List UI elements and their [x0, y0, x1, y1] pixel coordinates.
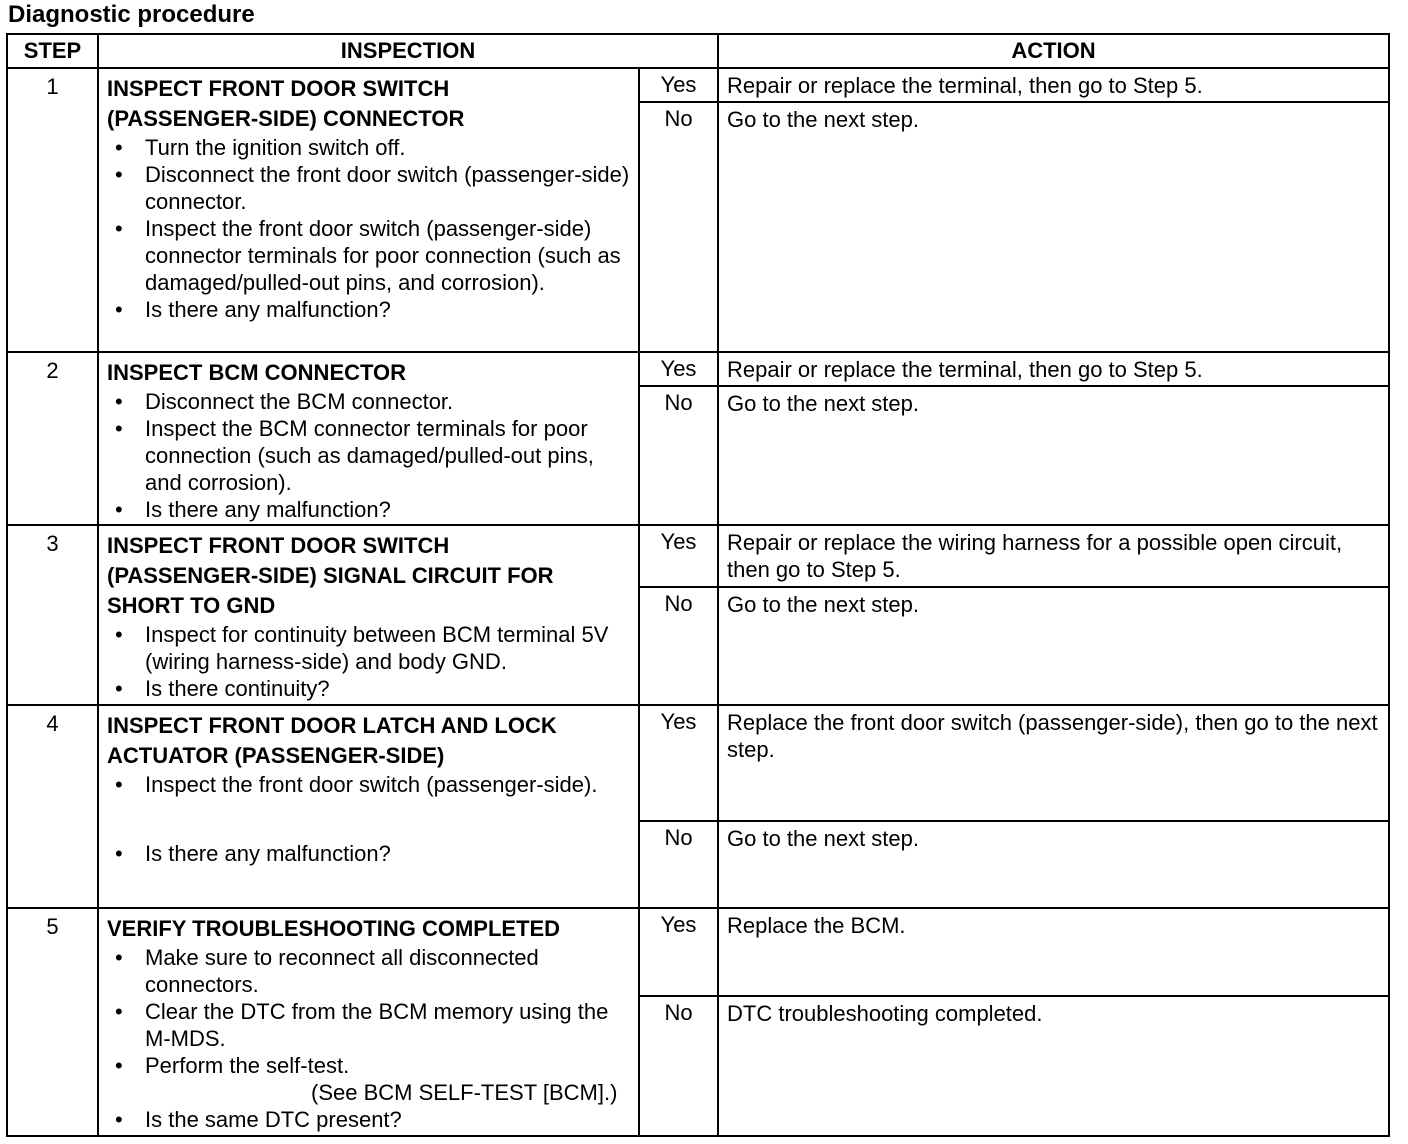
- list-item: • Perform the self-test. (See BCM SELF-TEST [BCM].): [145, 1052, 632, 1106]
- no-action: Go to the next step.: [718, 386, 1389, 525]
- list-item: • Is there any malfunction?: [145, 840, 632, 867]
- no-label: No: [639, 386, 718, 525]
- inspection-cell: [98, 525, 639, 705]
- step-number: 3: [7, 525, 98, 705]
- step-header: STEP: [7, 34, 98, 68]
- inspection-heading: INSPECT FRONT DOOR SWITCH (PASSENGER-SIDE) SIGNAL CIRCUIT FOR SHORT TO GND: [107, 533, 554, 618]
- step-number: 1: [7, 68, 98, 352]
- inspection-bullets: [107, 771, 632, 867]
- table-row: [7, 68, 1389, 102]
- list-item: • Is the same DTC present?: [145, 1106, 632, 1133]
- yes-action: Repair or replace the terminal, then go to Step 5.: [718, 352, 1389, 386]
- inspection-bullets: [107, 944, 632, 1133]
- no-action: Go to the next step.: [718, 821, 1389, 908]
- table-row: [7, 352, 1389, 386]
- page-title: Diagnostic procedure: [8, 1, 255, 28]
- table-row: [7, 908, 1389, 996]
- inspection-header: INSPECTION: [98, 34, 718, 68]
- no-action: Go to the next step.: [718, 587, 1389, 705]
- no-action: DTC troubleshooting completed.: [718, 996, 1389, 1136]
- yes-label: Yes: [639, 352, 718, 386]
- yes-label: Yes: [639, 68, 718, 102]
- table-row: [7, 705, 1389, 821]
- no-label: No: [639, 102, 718, 352]
- no-label: No: [639, 587, 718, 705]
- no-label: No: [639, 821, 718, 908]
- yes-action: Repair or replace the terminal, then go to Step 5.: [718, 68, 1389, 102]
- list-item: • Inspect the BCM connector terminals for poor connection (such as damaged/pulled-out pins, and corrosion).: [145, 415, 632, 496]
- header-row: [7, 34, 1389, 68]
- inspection-heading: INSPECT FRONT DOOR LATCH AND LOCK ACTUATOR (PASSENGER-SIDE): [107, 713, 557, 768]
- list-item: • Is there any malfunction?: [145, 496, 632, 523]
- yes-label: Yes: [639, 525, 718, 587]
- action-header: ACTION: [718, 34, 1389, 68]
- list-item: • Is there continuity?: [145, 675, 632, 702]
- list-item: • Disconnect the front door switch (passenger-side) connector.: [145, 161, 632, 215]
- inspection-cell: [98, 705, 639, 908]
- yes-label: Yes: [639, 908, 718, 996]
- inspection-heading: VERIFY TROUBLESHOOTING COMPLETED: [107, 916, 561, 941]
- inspection-cell: [98, 908, 639, 1136]
- list-item: • Clear the DTC from the BCM memory using the M-MDS.: [145, 998, 632, 1052]
- yes-action: Replace the BCM.: [718, 908, 1389, 996]
- see-reference: (See BCM SELF-TEST [BCM].): [311, 1080, 618, 1105]
- list-item: • Inspect for continuity between BCM terminal 5V (wiring harness-side) and body GND.: [145, 621, 632, 675]
- inspection-bullets: [107, 388, 632, 523]
- list-item: • Is there any malfunction?: [145, 296, 632, 323]
- list-item: • Disconnect the BCM connector.: [145, 388, 632, 415]
- step-number: 2: [7, 352, 98, 525]
- list-item: • Make sure to reconnect all disconnected connectors.: [145, 944, 632, 998]
- inspection-cell: [98, 352, 639, 525]
- list-item: • Inspect the front door switch (passenger-side).: [145, 771, 632, 798]
- list-item: • Inspect the front door switch (passenger-side) connector terminals for poor connection (such as damaged/pulled-out pins, and corrosion).: [145, 215, 632, 296]
- no-action: Go to the next step.: [718, 102, 1389, 352]
- yes-action: Replace the front door switch (passenger-side), then go to the next step.: [718, 705, 1389, 821]
- step-number: 4: [7, 705, 98, 908]
- list-item: • Turn the ignition switch off.: [145, 134, 632, 161]
- inspection-heading: INSPECT BCM CONNECTOR: [107, 360, 407, 385]
- inspection-cell: [98, 68, 639, 352]
- diagnostic-procedure-table: [6, 33, 1390, 1137]
- step-number: 5: [7, 908, 98, 1136]
- table-row: [7, 525, 1389, 587]
- inspection-bullets: [107, 621, 632, 702]
- yes-action: Repair or replace the wiring harness for a possible open circuit, then go to Step 5.: [718, 525, 1389, 587]
- inspection-heading: INSPECT FRONT DOOR SWITCH (PASSENGER-SIDE) CONNECTOR: [107, 76, 465, 131]
- yes-label: Yes: [639, 705, 718, 821]
- inspection-bullets: [107, 134, 632, 323]
- no-label: No: [639, 996, 718, 1136]
